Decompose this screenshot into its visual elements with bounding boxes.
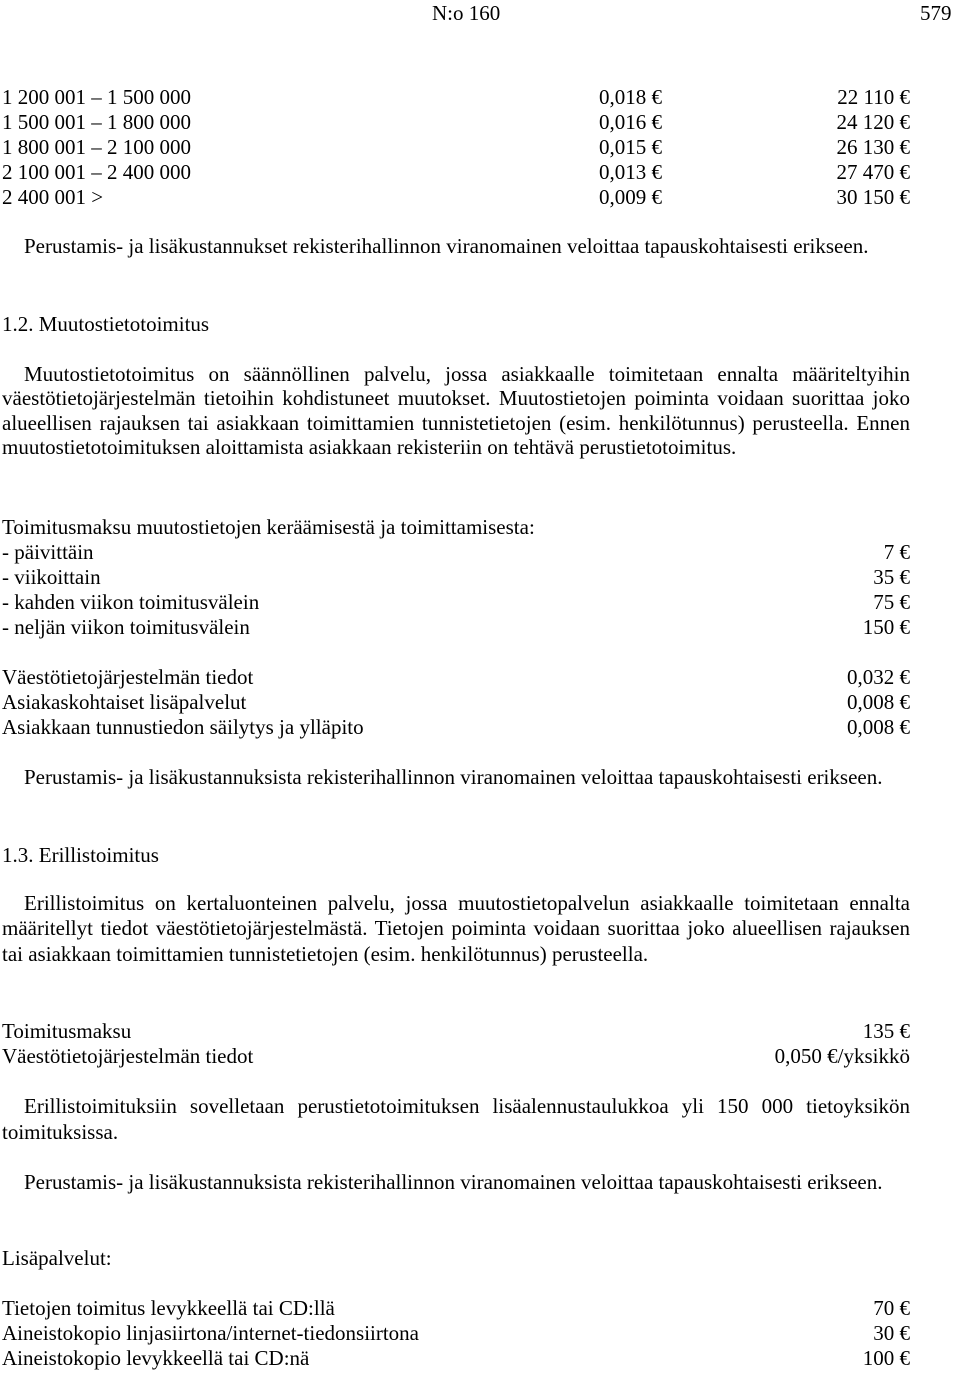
extra-label: Aineistokopio linjasiirtona/internet-tiedonsiirtona [2, 1321, 420, 1345]
tariff-base: 26 130 € [836, 135, 910, 159]
tariff-base: 24 120 € [836, 110, 910, 134]
unit-fee-value: 0,008 € [847, 690, 910, 714]
extra-row [2, 1345, 910, 1371]
extra-row [2, 1295, 910, 1321]
fee-row [2, 1018, 910, 1044]
section-heading-1-2: 1.2. Muutostietotoimitus [2, 312, 210, 336]
fee-row [2, 614, 910, 640]
fee-label: - kahden viikon toimitusvälein [2, 590, 260, 614]
tariff-range: 1 500 001 – 1 800 000 [2, 110, 191, 134]
discount-note: Erillistoimituksiin sovelletaan perustietotoimituksen lisäalennustaulukkoa yli 150 000 tietoyksikön toimituksissa. [2, 1094, 910, 1144]
tariff-row [2, 159, 910, 185]
cost-note-paragraph: Perustamis- ja lisäkustannukset rekisterihallinnon viranomainen veloittaa tapauskohtaisesti erikseen. [24, 234, 869, 258]
tariff-rate: 0,016 € [599, 110, 662, 134]
fee-value: 0,050 €/yksikkö [774, 1044, 910, 1068]
tariff-rate: 0,018 € [599, 85, 662, 109]
fee-value: 7 € [883, 540, 910, 564]
fee-value: 35 € [873, 565, 910, 589]
tariff-rate: 0,009 € [599, 185, 662, 209]
section-1-2-body: Muutostietotoimitus on säännöllinen palvelu, jossa asiakkaalle toimitetaan ennalta määriteltyihin väestötietojärjestelmän tietoihin kohdistuneet muutokset. Muutostietojen poiminta voidaan suorittaa joko alueellisen rajauksen tai asiakkaan toimittamien tunnistetietojen (esim. henkilötunnus) perusteella. Ennen muutostietotoimituksen aloittamista asiakkaan rekisteriin on tehtävä perustietotoimitus. [2, 362, 910, 460]
unit-fee-label: Asiakkaan tunnustiedon säilytys ja ylläpito [2, 715, 364, 739]
fee-row [2, 589, 910, 615]
fee-intro: Toimitusmaksu muutostietojen keräämisestä ja toimittamisesta: [2, 515, 535, 539]
fee-label: - neljän viikon toimitusvälein [2, 615, 250, 639]
fee-label: - viikoittain [2, 565, 101, 589]
section-1-3-body: Erillistoimitus on kertaluonteinen palvelu, jossa muutostietopalvelun asiakkaalle toimitetaan ennalta määritellyt tiedot väestötietojärjestelmästä. Tietojen poiminta voidaan suorittaa joko alueellisen rajauksen tai asiakkaan toimittamien tunnistetietojen (esim. henkilötunnus) perusteella. [2, 891, 910, 966]
tariff-range: 1 800 001 – 2 100 000 [2, 135, 191, 159]
extra-label: Tietojen toimitus levykkeellä tai CD:llä [2, 1296, 335, 1320]
page-number: 579 [920, 1, 952, 25]
unit-fee-label: Väestötietojärjestelmän tiedot [2, 665, 254, 689]
fee-label: - päivittäin [2, 540, 94, 564]
fee-value: 135 € [862, 1019, 910, 1043]
tariff-base: 27 470 € [836, 160, 910, 184]
tariff-rate: 0,013 € [599, 160, 662, 184]
tariff-base: 22 110 € [837, 85, 910, 109]
unit-fee-value: 0,032 € [847, 665, 910, 689]
extras-heading: Lisäpalvelut: [2, 1246, 112, 1270]
section-1-3-cost-note: Perustamis- ja lisäkustannuksista rekisterihallinnon viranomainen veloittaa tapauskohtaisesti erikseen. [24, 1170, 883, 1194]
fee-value: 75 € [873, 590, 910, 614]
fee-label: Väestötietojärjestelmän tiedot [2, 1044, 254, 1068]
fee-row [2, 564, 910, 590]
extra-value: 100 € [862, 1346, 910, 1370]
extra-value: 30 € [873, 1321, 910, 1345]
extra-row [2, 1320, 910, 1346]
tariff-range: 2 100 001 – 2 400 000 [2, 160, 191, 184]
tariff-row [2, 84, 910, 110]
tariff-row [2, 109, 910, 135]
section-heading-1-3: 1.3. Erillistoimitus [2, 843, 159, 867]
extra-label: Aineistokopio levykkeellä tai CD:nä [2, 1346, 310, 1370]
fee-label: Toimitusmaksu [2, 1019, 132, 1043]
fee-value: 150 € [862, 615, 910, 639]
unit-fee-row [2, 689, 910, 715]
unit-fee-row [2, 714, 910, 740]
tariff-range: 2 400 001 > [2, 185, 104, 209]
section-1-2-cost-note: Perustamis- ja lisäkustannuksista rekisterihallinnon viranomainen veloittaa tapauskohtaisesti erikseen. [24, 765, 883, 789]
unit-fee-row [2, 664, 910, 690]
extra-value: 70 € [873, 1296, 910, 1320]
tariff-base: 30 150 € [836, 185, 910, 209]
tariff-row [2, 184, 910, 210]
issue-number: N:o 160 [432, 1, 501, 25]
tariff-rate: 0,015 € [599, 135, 662, 159]
fee-row [2, 539, 910, 565]
unit-fee-label: Asiakaskohtaiset lisäpalvelut [2, 690, 247, 714]
tariff-row [2, 134, 910, 160]
fee-row [2, 1043, 910, 1069]
unit-fee-value: 0,008 € [847, 715, 910, 739]
tariff-range: 1 200 001 – 1 500 000 [2, 85, 191, 109]
